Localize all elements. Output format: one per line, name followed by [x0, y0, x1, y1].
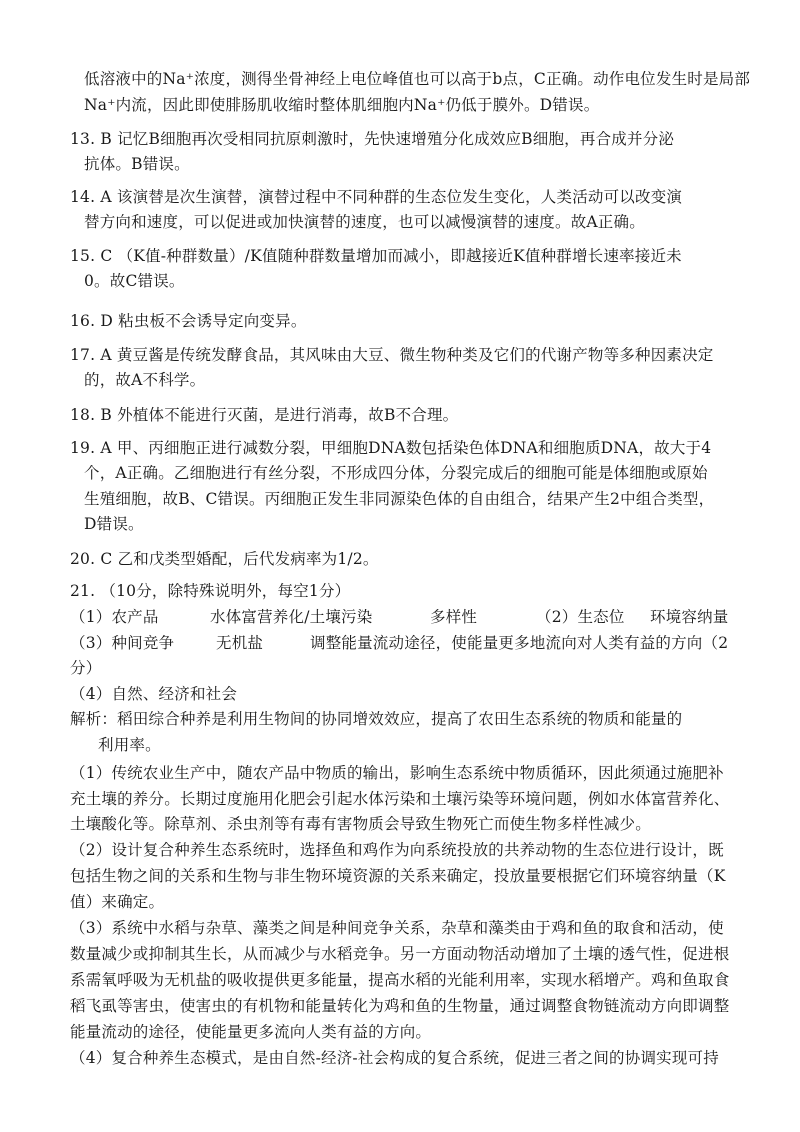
- analysis-line-1: 解析：稻田综合种养是利用生物间的协同增效效应，提高了农田生态系统的物质和能量的: [70, 710, 683, 728]
- answer-20-line-1: 20. C 乙和戊类型婚配，后代发病率为1/2。: [70, 550, 379, 568]
- analysis-line-14: （4）复合种养生态模式，是由自然-经济-社会构成的复合系统，促进三者之间的协调实现可持: [70, 1049, 719, 1067]
- analysis-line-7: 包括生物之间的关系和生物与非生物环境资源的关系来确定，投放量要根据它们环境容纳量（K: [70, 867, 726, 885]
- analysis-line-11: 系需氧呼吸为无机盐的吸收提供更多能量，提高水稻的光能利用率，实现水稻增产。鸡和鱼取食: [70, 971, 730, 989]
- analysis-line-3: （1）传统农业生产中，随农产品中物质的输出，影响生态系统中物质循环，因此须通过施肥补: [70, 764, 724, 782]
- q21-row1-b: 多样性: [430, 608, 478, 626]
- answer-14-line-2: 替方向和速度，可以促进或加快演替的速度，也可以减慢演替的速度。故A正确。: [84, 213, 645, 231]
- q21-row2-b: 调整能量流动途径，使能量更多地流向对人类有益的方向（2: [310, 634, 729, 652]
- analysis-line-12: 稻飞虱等害虫，使害虫的有机物和能量转化为鸡和鱼的生物量，通过调整食物链流动方向即调整: [70, 997, 730, 1015]
- q21-row2-a: 无机盐: [216, 634, 264, 652]
- analysis-line-13: 能量流动的途径，使能量更多流向人类有益的方向。: [70, 1023, 432, 1041]
- q21-row3: （4）自然、经济和社会: [70, 685, 238, 703]
- answer-15-line-2: 0。故C错误。: [84, 272, 185, 290]
- answer-16-line-1: 16. D 粘虫板不会诱导定向变异。: [70, 312, 307, 330]
- analysis-line-8: 值）来确定。: [70, 893, 165, 911]
- q21-row2-continuation: 分）: [70, 659, 102, 677]
- answer-17-line-1: 17. A 黄豆酱是传统发酵食品，其风味由大豆、微生物种类及它们的代谢产物等多种因素决定: [70, 346, 714, 364]
- answer-17-line-2: 的，故A不科学。: [84, 371, 206, 389]
- answer-15-line-1: 15. C （K值-种群数量）/K值随种群数量增加而减小，即越接近K值种群增长速率接近未: [70, 247, 682, 265]
- q21-row1-c: （2）生态位: [536, 608, 625, 626]
- analysis-line-4: 充土壤的养分。长期过度施用化肥会引起水体污染和土壤污染等环境问题，例如水体富营养化、: [70, 790, 730, 808]
- intro-line-1: 低溶液中的Na⁺浓度，测得坐骨神经上电位峰值也可以高于b点，C正确。动作电位发生时是局部: [84, 70, 751, 88]
- q21-row1-d: 环境容纳量: [650, 608, 729, 626]
- answer-19-line-2: 个，A正确。乙细胞进行有丝分裂，不形成四分体，分裂完成后的细胞可能是体细胞或原始: [84, 464, 708, 482]
- answer-13-line-1: 13. B 记忆B细胞再次受相同抗原刺激时，先快速增殖分化成效应B细胞，再合成并分泌: [70, 130, 675, 148]
- answer-19-line-3: 生殖细胞，故B、C错误。丙细胞正发生非同源染色体的自由组合，结果产生2中组合类型，: [84, 490, 715, 508]
- analysis-line-2: 利用率。: [98, 736, 161, 754]
- q21-row1-a: 水体富营养化/土壤污染: [210, 608, 373, 626]
- q21-header: 21. （10分，除特殊说明外，每空1分）: [70, 582, 351, 600]
- q21-row1-label: （1）农产品: [70, 608, 159, 626]
- answer-13-line-2: 抗体。B错误。: [84, 155, 190, 173]
- answer-19-line-4: D错误。: [84, 515, 144, 533]
- analysis-line-6: （2）设计复合种养生态系统时，选择鱼和鸡作为向系统投放的共养动物的生态位进行设计，既: [70, 841, 724, 859]
- answer-19-line-1: 19. A 甲、丙细胞正进行减数分裂，甲细胞DNA数包括染色体DNA和细胞质DNA，故大于4: [70, 439, 712, 457]
- answer-14-line-1: 14. A 该演替是次生演替，演替过程中不同种群的生态位发生变化，人类活动可以改变演: [70, 188, 683, 206]
- q21-row2-label: （3）种间竞争: [70, 634, 175, 652]
- answer-18-line-1: 18. B 外植体不能进行灭菌，是进行消毒，故B不合理。: [70, 406, 459, 424]
- analysis-line-9: （3）系统中水稻与杂草、藻类之间是种间竞争关系，杂草和藻类由于鸡和鱼的取食和活动，使: [70, 919, 724, 937]
- analysis-line-10: 数量减少或抑制其生长，从而减少与水稻竞争。另一方面动物活动增加了土壤的透气性，促进根: [70, 945, 730, 963]
- intro-line-2: Na⁺内流，因此即使腓肠肌收缩时整体肌细胞内Na⁺仍低于膜外。D错误。: [84, 96, 600, 114]
- analysis-line-5: 土壤酸化等。除草剂、杀虫剂等有毒有害物质会导致生物死亡而使生物多样性减少。: [70, 815, 651, 833]
